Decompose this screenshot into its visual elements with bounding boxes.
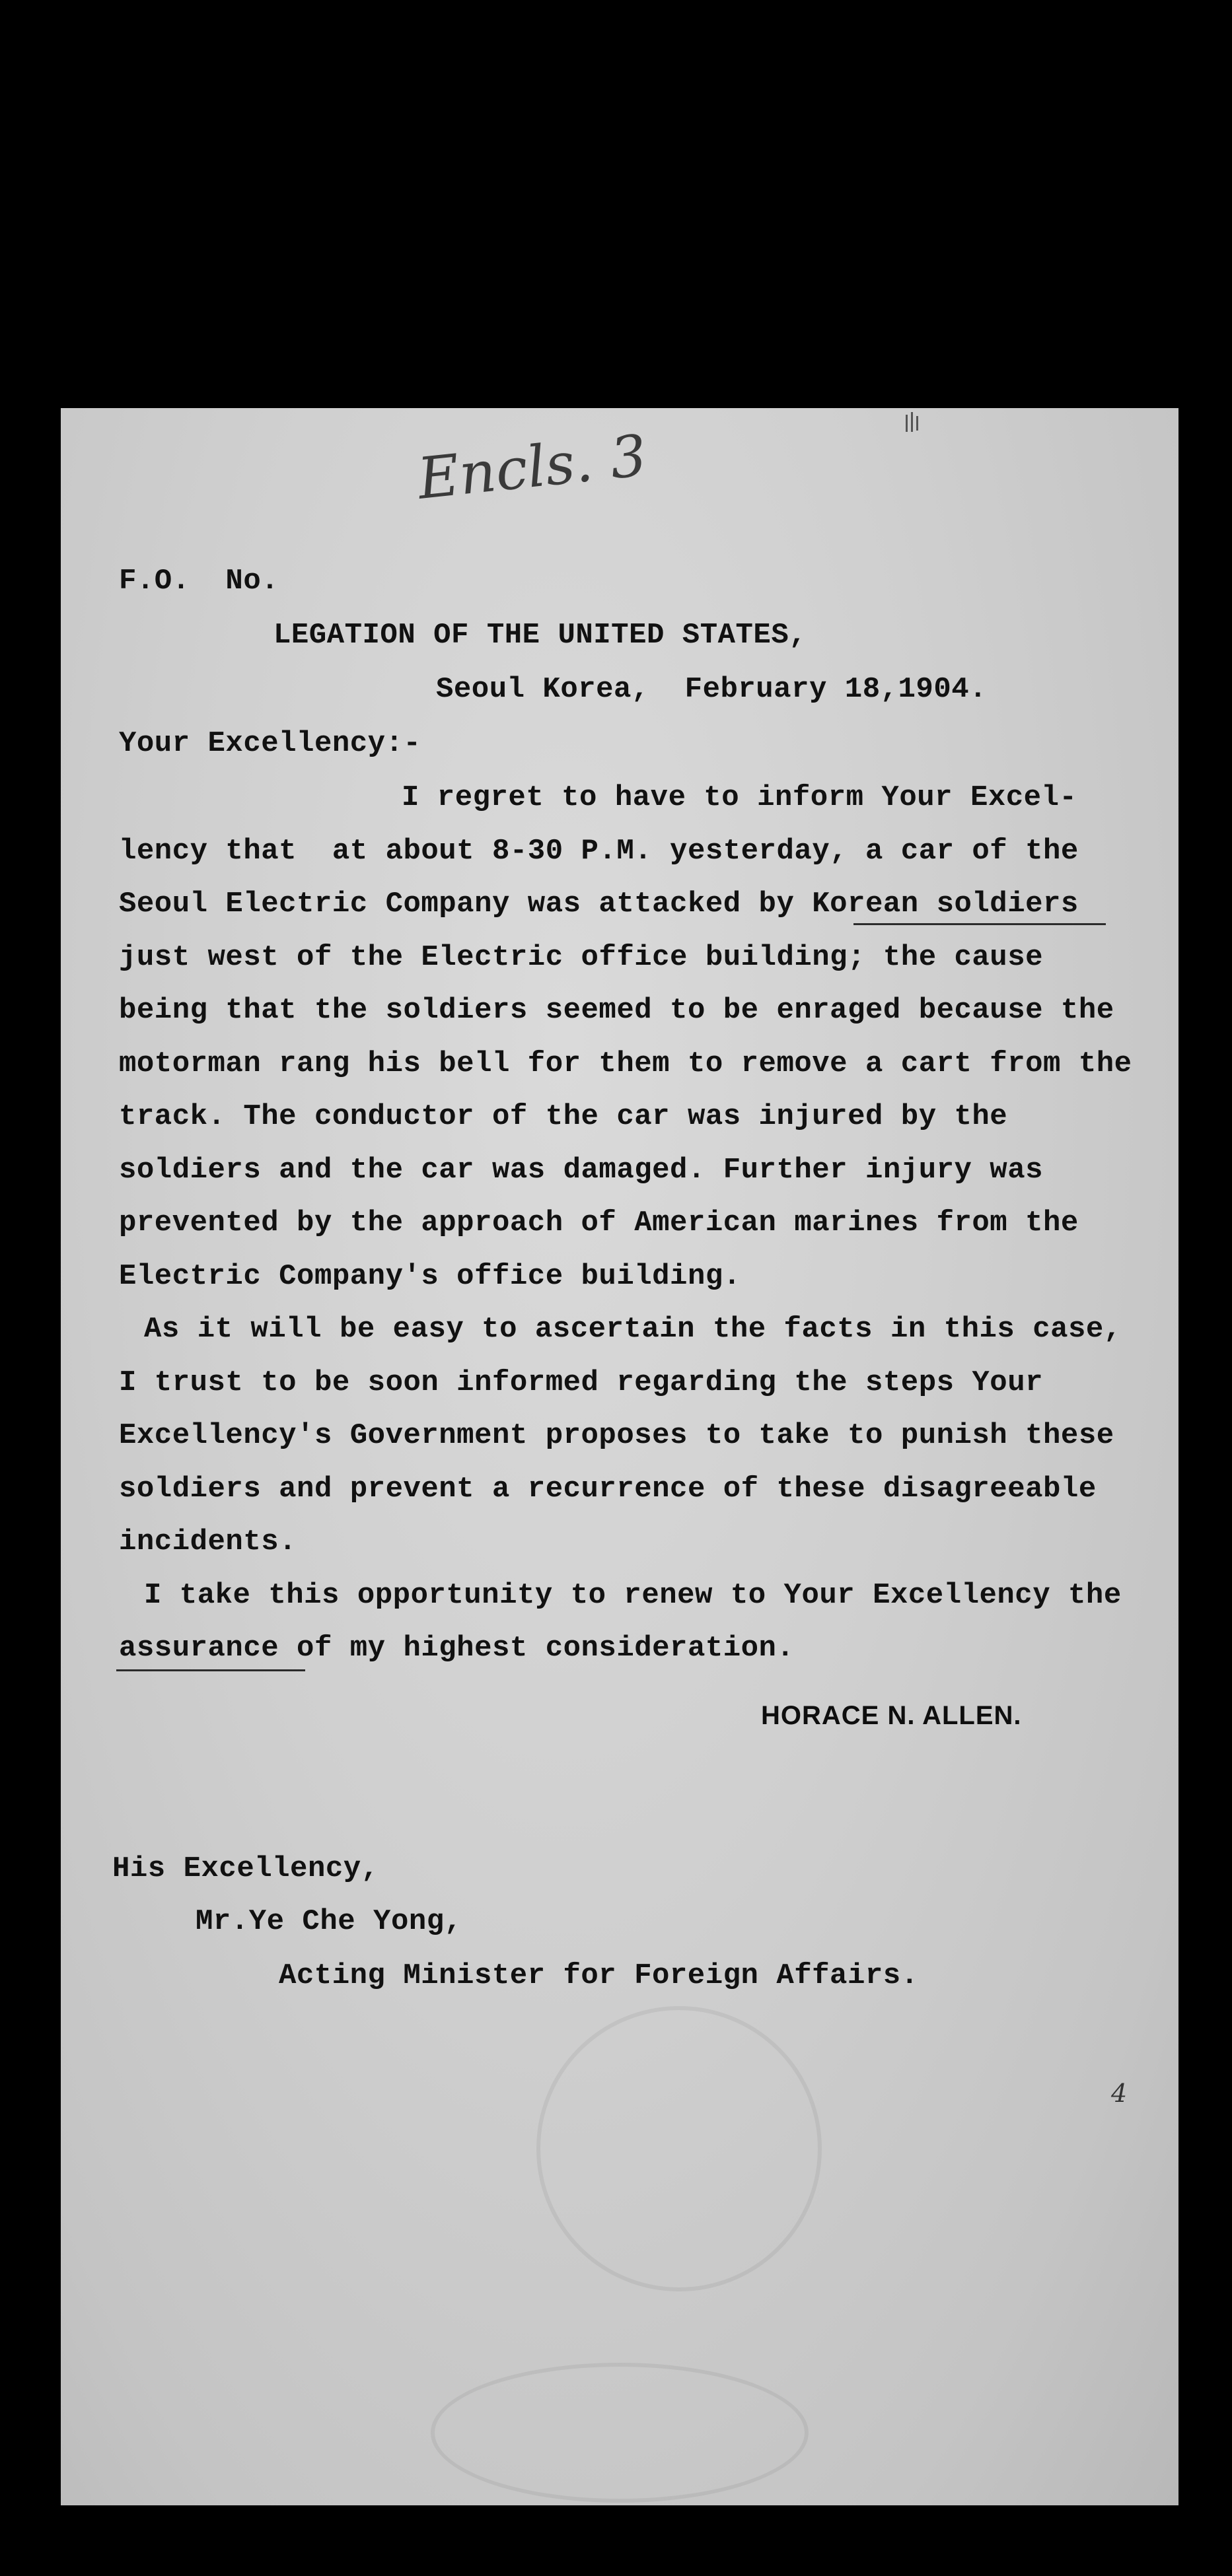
legation-heading: LEGATION OF THE UNITED STATES, — [273, 619, 807, 652]
body-line: soldiers and the car was damaged. Further injury was — [119, 1154, 1044, 1187]
place-date-line: Seoul Korea, February 18,1904. — [436, 673, 988, 706]
body-line: track. The conductor of the car was injured by the — [119, 1100, 1008, 1133]
handwritten-annotation: Encls. 3 — [414, 423, 650, 512]
body-line: I take this opportunity to renew to Your Excellency the — [144, 1579, 1122, 1612]
addressee-name: Mr.Ye Che Yong, — [196, 1905, 462, 1938]
faint-stamp-ring — [536, 2006, 822, 2291]
body-line: As it will be easy to ascertain the facts in this case, — [144, 1313, 1122, 1346]
edge-mark — [916, 416, 918, 431]
body-line: I regret to have to inform Your Excel- — [402, 781, 1077, 814]
faint-stamp-ring-lower — [431, 2363, 809, 2503]
letter-page — [61, 408, 1178, 2505]
body-line: prevented by the approach of American marines from the — [119, 1206, 1079, 1239]
body-line: just west of the Electric office building; the cause — [119, 941, 1044, 974]
salutation: Your Excellency:- — [119, 727, 421, 760]
addressee-office: Acting Minister for Foreign Affairs. — [279, 1959, 919, 1992]
underline — [116, 1669, 305, 1671]
body-line: Seoul Electric Company was attacked by Korean soldiers — [119, 888, 1079, 921]
body-line: Electric Company's office building. — [119, 1260, 741, 1293]
body-line: lency that at about 8-30 P.M. yesterday, a car of the — [119, 835, 1079, 868]
body-line: incidents. — [119, 1525, 297, 1558]
fo-reference: F.O. No. — [119, 565, 279, 598]
body-line: soldiers and prevent a recurrence of these disagreeable — [119, 1473, 1097, 1506]
body-line: motorman rang his bell for them to remove a cart from the — [119, 1047, 1132, 1080]
underline — [853, 923, 1106, 925]
edge-mark — [906, 415, 908, 432]
addressee-title: His Excellency, — [112, 1852, 379, 1885]
body-line: Excellency's Government proposes to take to punish these — [119, 1419, 1114, 1452]
signature-stamp: HORACE N. ALLEN. — [761, 1701, 1022, 1730]
body-line: being that the soldiers seemed to be enraged because the — [119, 994, 1114, 1027]
body-line: I trust to be soon informed regarding the steps Your — [119, 1366, 1044, 1399]
body-line: assurance of my highest consideration. — [119, 1632, 795, 1665]
page-mark: 4 — [1111, 2079, 1128, 2108]
edge-mark — [911, 412, 913, 432]
